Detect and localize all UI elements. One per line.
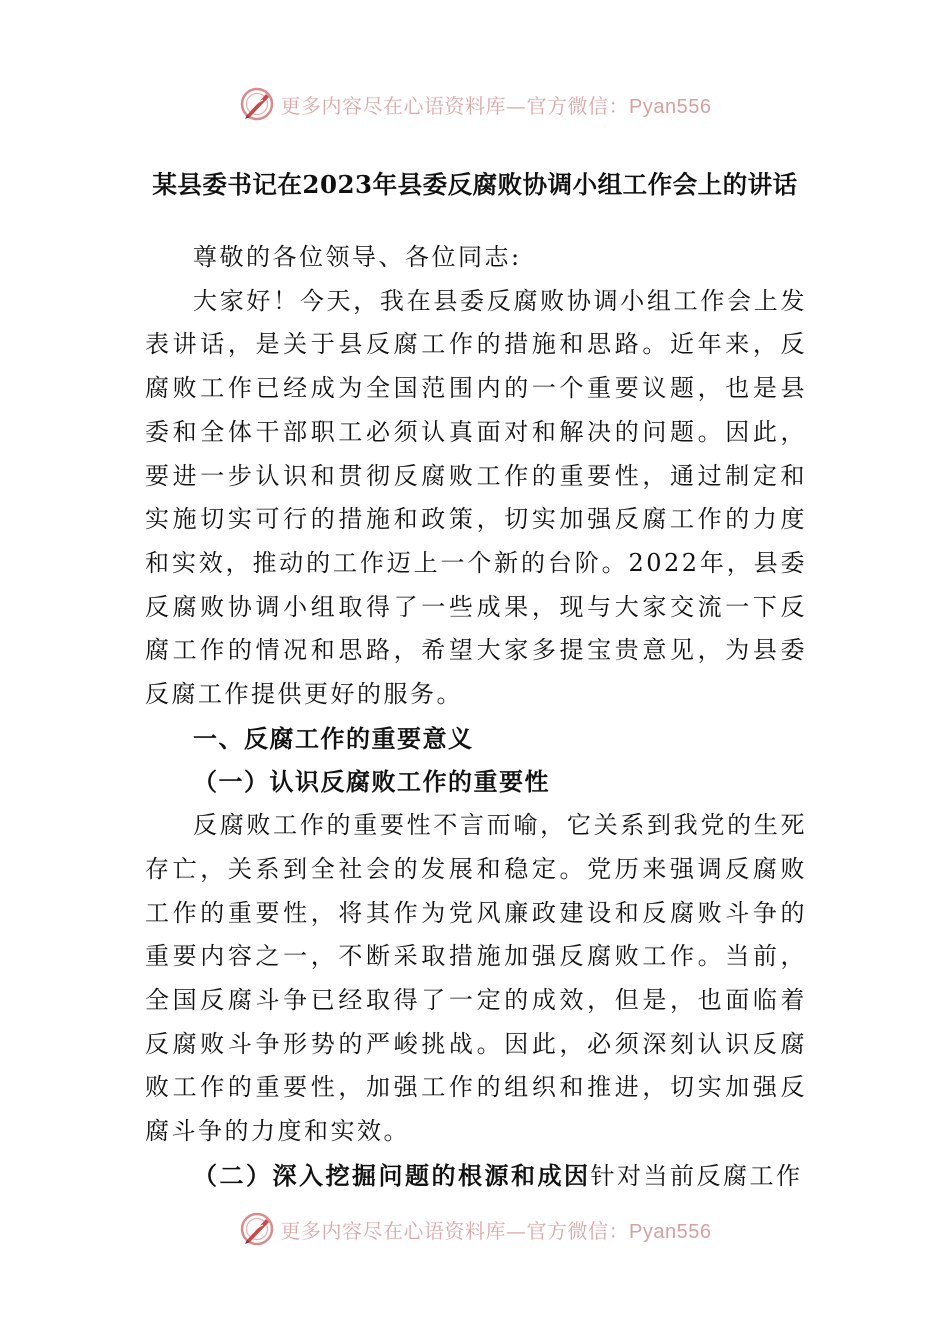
subsection-heading-1: （一）认识反腐败工作的重要性 (193, 767, 550, 797)
subsection-1-paragraph: 反腐败工作的重要性不言而喻，它关系到我党的生死存亡，关系到全社会的发展和稳定。党历来强调反腐败工作的重要性，将其作为党风廉政建设和反腐败斗争的重要内容之一，不断采取措施加强反腐败工作。当前，全国反腐斗争已经取得了一定的成效，但是，也面临着反腐败斗争形势的严峻挑战。因此，必须深刻认识反腐败工作的重要性，加强工作的组织和推进，切实加强反腐斗争的力度和实效。 (145, 811, 807, 1146)
subsection-2-paragraph (145, 1154, 807, 1199)
pen-logo-icon (239, 1211, 275, 1247)
section-heading-1: 一、反腐工作的重要意义 (193, 723, 474, 753)
watermark-text: 更多内容尽在心语资料库—官方微信：Pyan556 (280, 93, 712, 118)
pen-logo-icon (239, 86, 275, 122)
watermark-banner-top (0, 84, 950, 124)
subsection-2-body-start: 针对当前反腐工作 (590, 1161, 803, 1190)
watermark-banner-bottom (0, 1209, 950, 1249)
document-title: 某县委书记在2023年县委反腐败协调小组工作会上的讲话 (152, 170, 798, 199)
greeting: 尊敬的各位领导、各位同志: (193, 243, 522, 271)
watermark-text: 更多内容尽在心语资料库—官方微信：Pyan556 (280, 1218, 712, 1243)
subsection-heading-2: （二）深入挖掘问题的根源和成因 (193, 1160, 591, 1190)
intro-paragraph: 大家好！今天，我在县委反腐败协调小组工作会上发表讲话，是关于县反腐工作的措施和思路。近年来，反腐败工作已经成为全国范围内的一个重要议题，也是县委和全体干部职工必须认真面对和解决的问题。因此，要进一步认识和贯彻反腐败工作的重要性，通过制定和实施切实可行的措施和政策，切实加强反腐工作的力度和实效，推动的工作迈上一个新的台阶。2022年，县委反腐败协调小组取得了一些成果，现与大家交流一下反腐工作的情况和思路，希望大家多提宝贵意见，为县委反腐工作提供更好的服务。 (145, 286, 807, 709)
document-body (145, 236, 807, 1198)
wechat-id: Pyan556 (629, 95, 712, 118)
wechat-id: Pyan556 (629, 1220, 712, 1243)
